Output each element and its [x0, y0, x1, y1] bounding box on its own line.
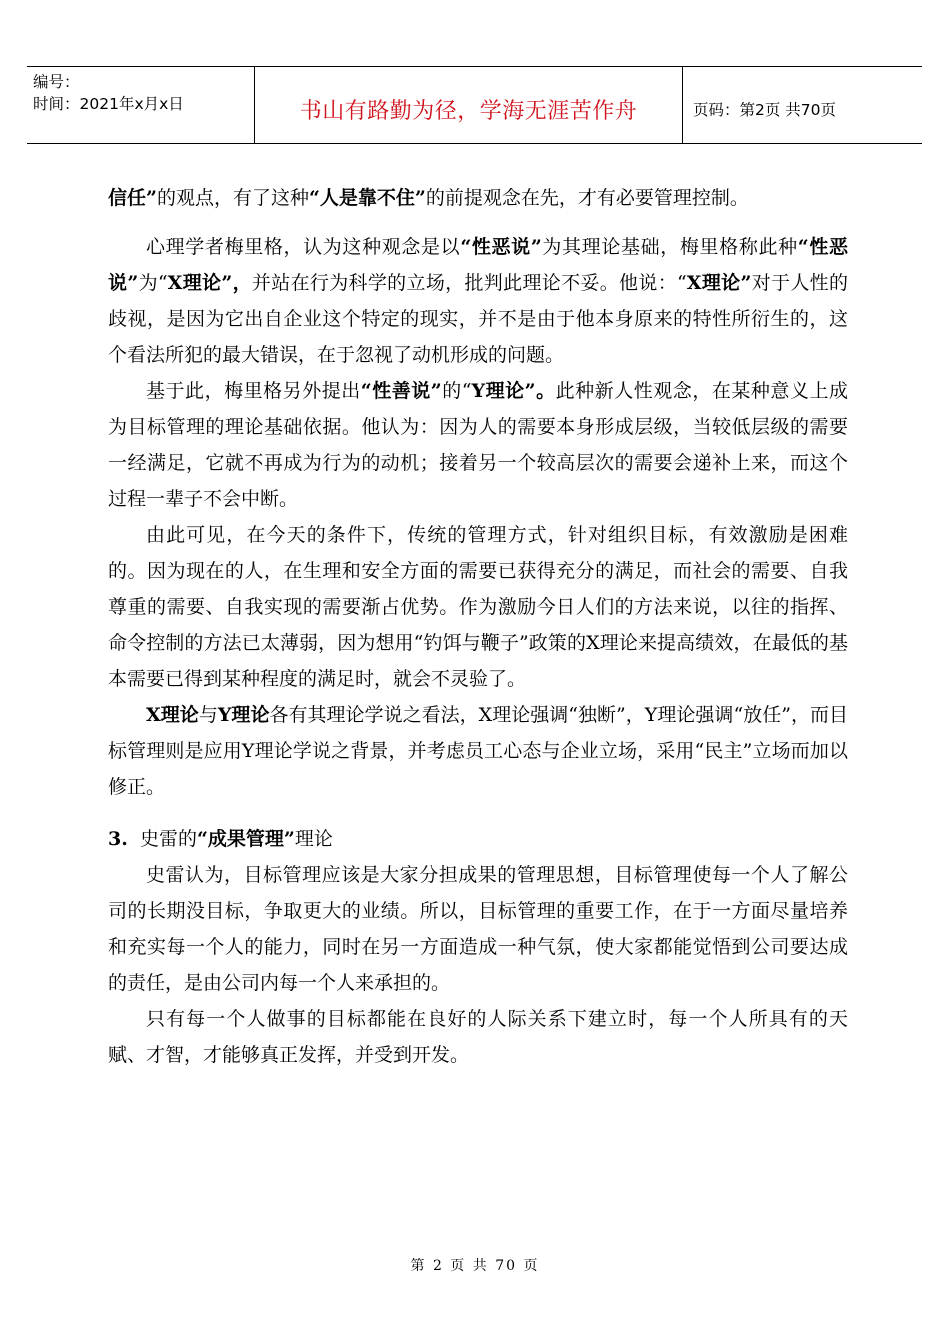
paragraph-1-bold-2: “人是靠不住”: [308, 187, 426, 209]
paragraph-2-bold-4: X理论”: [686, 272, 752, 294]
paragraph-2: [108, 229, 848, 373]
paragraph-3-text-1: 基于此，梅里格另外提出: [146, 380, 361, 402]
header-motto-cell: [255, 67, 683, 143]
paragraph-5-text-2: 各有其理论学说之看法，X理论强调“独断”，Y理论强调“放任”，而目标管理则是应用Y理论学说之背景，并考虑员工心态与企业立场，采用“民主”立场而加以修正。: [108, 704, 848, 798]
paragraph-2-text-1: 心理学者梅里格，认为这种观念是以: [146, 236, 461, 258]
paragraph-3-bold-2: Y理论”。: [471, 380, 556, 402]
paragraph-2-text-5: 对于人性的歧视，是因为它出自企业这个特定的现实，并不是由于他本身原来的特性所衍生的，这个看法所犯的最大错误，在于忽视了动机形成的问题。: [108, 272, 849, 366]
page-footer: 第 2 页 共 70 页: [410, 1258, 540, 1274]
motto-text: 书山有路勤为径，学海无涯苦作舟: [299, 98, 638, 124]
paragraph-2-bold-2: “性恶说”: [108, 236, 848, 294]
paragraph-3-text-2: 的“: [441, 380, 472, 402]
section-3-heading: [108, 821, 848, 857]
paragraph-2-text-3: 为“: [138, 272, 168, 294]
section-3-bold: “成果管理”: [196, 828, 295, 850]
section-3-text-2: 理论: [294, 828, 333, 850]
paragraph-2-text-2: 为其理论基础，梅里格称此种: [541, 236, 798, 258]
page-info: 页码：第2页 共70页: [693, 101, 837, 119]
number-label: 编号：: [33, 73, 80, 91]
paragraph-6: 史雷认为，目标管理应该是大家分担成果的管理思想，目标管理使每一个人了解公司的长期没目标，争取更大的业绩。所以，目标管理的重要工作，在于一方面尽量培养和充实每一个人的能力，同时在另一方面造成一种气氛，使大家都能觉悟到公司要达成的责任，是由公司内每一个人来承担的。: [108, 864, 848, 994]
header-page-cell: [683, 67, 922, 143]
paragraph-1-text-1: 的观点，有了这种: [156, 187, 309, 209]
paragraph-2-bold-1: “性恶说”: [460, 236, 542, 258]
section-3-number: 3.: [108, 828, 128, 850]
paragraph-3: [108, 373, 848, 517]
paragraph-5-bold-1: X理论: [146, 704, 199, 726]
time-label: 时间：2021年x月x日: [33, 95, 184, 113]
paragraph-1: [108, 180, 848, 216]
paragraph-3-text-3: 此种新人性观念，在某种意义上成为目标管理的理论基础依据。他认为：因为人的需要本身形成层级，当较低层级的需要一经满足，它就不再成为行为的动机；接着另一个较高层次的需要会递补上来，而这个过程一辈子不会中断。: [108, 380, 848, 510]
paragraph-2-bold-3: X理论”，: [167, 272, 252, 294]
document-body: [108, 180, 848, 1073]
paragraph-1-bold-1: 信任”: [108, 187, 157, 209]
paragraph-4: 由此可见，在今天的条件下，传统的管理方式，针对组织目标，有效激励是困难的。因为现在的人，在生理和安全方面的需要已获得充分的满足，而社会的需要、自我尊重的需要、自我实现的需要渐占优势。作为激励今日人们的方法来说，以往的指挥、命令控制的方法已太薄弱，因为想用“钓饵与鞭子”政策的X理论来提高绩效，在最低的基本需要已得到某种程度的满足时，就会不灵验了。: [108, 524, 848, 690]
paragraph-3-bold-1: “性善说”: [360, 380, 442, 402]
paragraph-2-text-4: 并站在行为科学的立场，批判此理论不妥。他说：“: [251, 272, 687, 294]
section-3-text-1: 史雷的: [139, 828, 197, 850]
document-header: [27, 66, 922, 144]
paragraph-5: [108, 697, 848, 805]
header-meta-cell: [27, 67, 255, 143]
paragraph-5-bold-2: Y理论: [217, 704, 270, 726]
paragraph-5-text-1: 与: [198, 704, 218, 726]
paragraph-1-text-2: 的前提观念在先，才有必要管理控制。: [425, 187, 749, 209]
paragraph-7: 只有每一个人做事的目标都能在良好的人际关系下建立时，每一个人所具有的天赋、才智，才能够真正发挥，并受到开发。: [108, 1008, 848, 1066]
